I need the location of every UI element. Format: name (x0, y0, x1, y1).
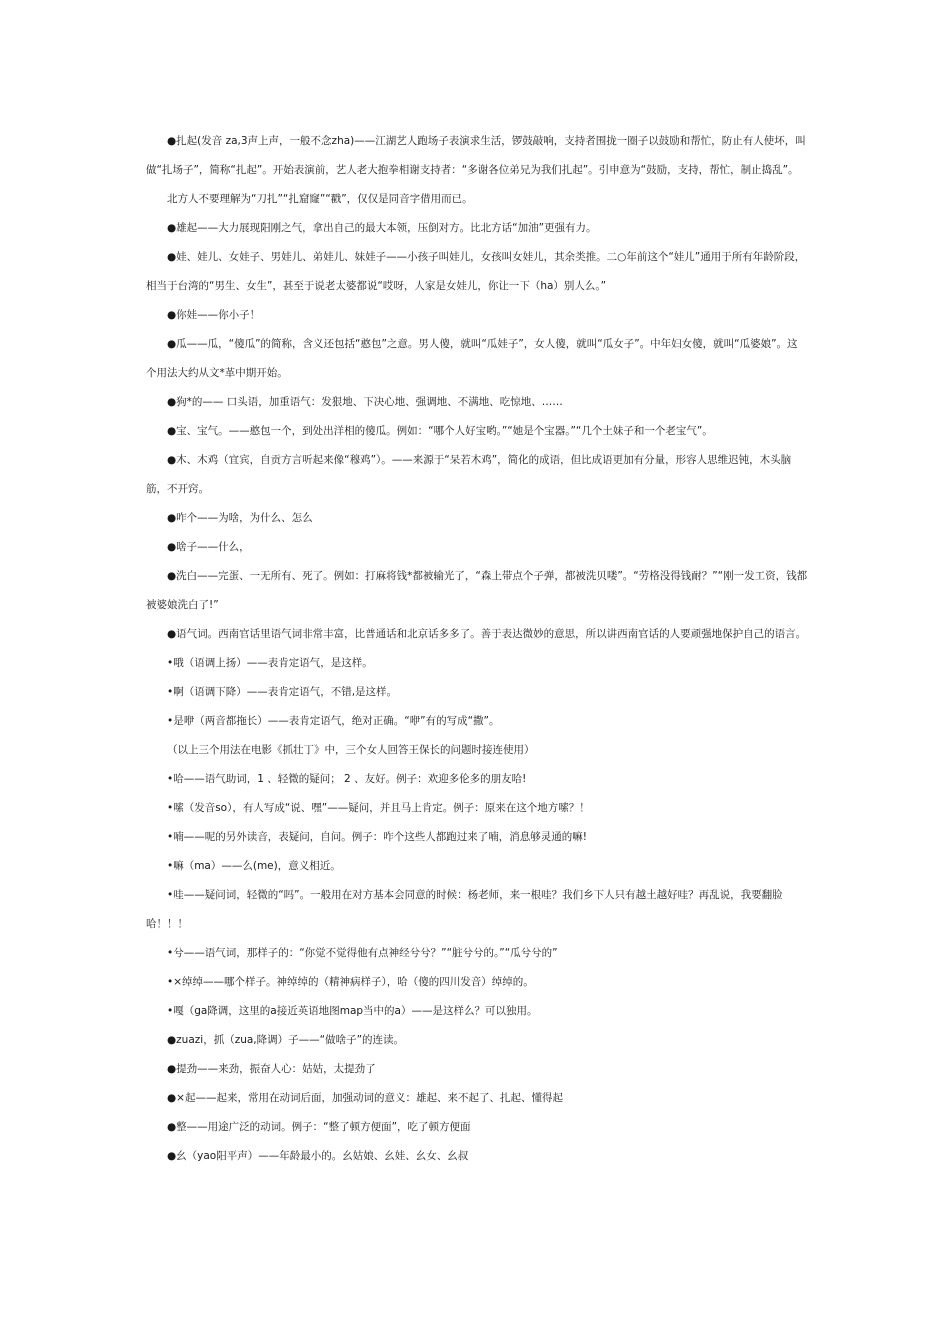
paragraph-tijin: ●提劲——来劲，振奋人心：姑姑，太提劲了 (167, 1063, 376, 1075)
paragraph-wa: ●娃、娃儿、女娃子、男娃儿、弟娃儿、妹娃子——小孩子叫娃儿，女孩叫女娃儿，其余类推。二○年前这个“娃儿”通用于所有年龄阶段，相当于台湾的“男生、女生”，甚至于说老太婆都说“哎呀，人家是女娃儿，你让一下（ha）别人么。” (146, 251, 806, 292)
paragraph-wa-question: •哇——疑问词，轻微的“吗”。一般用在对方基本会同意的时候：杨老师，来一根哇？我们乡下人只有越土越好哇？再乱说，我要翻脸哈！！！ (146, 889, 783, 930)
paragraph-yuqici: ●语气词。西南官话里语气词非常丰富，比普通话和北京话多多了。善于表达微妙的意思，所以讲西南官话的人要顽强地保护自己的语言。 (167, 628, 807, 640)
paragraph-zheng: ●整——用途广泛的动词。例子：“整了顿方便面”，吃了顿方便面 (167, 1121, 471, 1133)
paragraph-xiongqi: ●雄起——大力展现阳刚之气，拿出自己的最大本领，压倒对方。比北方话“加油”更强有力。 (167, 222, 597, 234)
paragraph-shazi: ●啥子——什么， (167, 541, 250, 553)
paragraph-gua: ●瓜——瓜，“傻瓜”的简称，含义还包括“憨包”之意。男人傻，就叫“瓜娃子”，女人傻，就叫“瓜女子”。中年妇女傻，就叫“瓜婆娘”。这个用法大约从文*革中期开始。 (146, 338, 798, 379)
paragraph-zhaqi: ●扎起(发音 za,3声上声，一般不念zha)——江湖艺人跑场子表演求生活，锣鼓敲响，支持者围拢一圈子以鼓励和帮忙，防止有人使坏，叫做“扎场子”，简称“扎起”。开始表演前，艺人老大抱拳相谢支持者：“多谢各位弟兄为我们扎起”。引申意为“鼓励，支持，帮忙，制止捣乱”。 (146, 135, 806, 176)
paragraph-a: •啊（语调下降）——表肯定语气，不错,是这样。 (167, 686, 398, 698)
paragraph-qi: ●×起——起来，常用在动词后面，加强动词的意义：雄起、来不起了、扎起、懂得起 (167, 1092, 563, 1104)
paragraph-zage: ●咋个——为啥，为什么、怎么 (167, 512, 313, 524)
document-body (146, 127, 808, 1171)
paragraph-xibai: ●洗白——完蛋、一无所有、死了。例如：打麻将钱*都被输光了，“森上带点个子弹，都被洗贝喽”。“劳格没得钱耐？”“刚一发工资，钱都被婆娘洗白了!” (146, 570, 808, 611)
paragraph-northern-note: 北方人不要理解为“刀扎”“扎窟窿”“戳”，仅仅是同音字借用而已。 (167, 193, 473, 205)
paragraph-goude: ●狗*的—— 口头语，加重语气：发狠地、下决心地、强调地、不满地、吃惊地、…… (167, 396, 563, 408)
paragraph-ma: •嘛（ma）——么(me)，意义相近。 (167, 860, 341, 872)
paragraph-xi: •兮——语气词，那样子的：“你觉不觉得他有点神经兮兮？”“脏兮兮的。”“瓜兮兮的” (167, 947, 558, 959)
paragraph-shisa: •是咿（两音都拖长）——表肯定语气，绝对正确。“咿”有的写成“撒”。 (167, 715, 500, 727)
paragraph-ha: •哈——语气助词，1 、轻微的疑问； 2 、友好。例子：欢迎多伦多的朋友哈! (167, 773, 527, 785)
paragraph-chuochuo: •×绰绰——哪个样子。神绰绰的（精神病样子），哈（傻的四川发音）绰绰的。 (167, 976, 534, 988)
paragraph-suo: •嗦（发音so），有人写成“说、嘿”——疑问，并且马上肯定。例子：原来在这个地方嗦？！ (167, 802, 590, 814)
paragraph-yao: ●幺（yao阳平声）——年龄最小的。幺姑娘、幺娃、幺女、幺叔 (167, 1150, 469, 1162)
paragraph-ga: •嘎（ga降调，这里的a接近英语地图map当中的a）——是这样么？可以独用。 (167, 1005, 538, 1017)
paragraph-film-note: （以上三个用法在电影《抓壮丁》中，三个女人回答王保长的问题时接连使用） (167, 744, 535, 756)
paragraph-zuazi: ●zuazi，抓（zua,降调）子——“做啥子”的连读。 (167, 1034, 405, 1046)
paragraph-nan: •喃——呢的另外读音，表疑问，自问。例子：咋个这些人都跑过来了喃，消息够灵通的嘛! (167, 831, 587, 843)
paragraph-bao: ●宝、宝气。——憨包一个，到处出洋相的傻瓜。例如：“哪个人好宝哟。”“她是个宝器。”“几个土妹子和一个老宝气”。 (167, 425, 713, 437)
paragraph-o: •哦（语调上扬）——表肯定语气，是这样。 (167, 657, 373, 669)
paragraph-niwa: ●你娃——你小子！ (167, 309, 261, 321)
paragraph-mu: ●木、木鸡（宜宾，自贡方言听起来像“穆鸡”）。——来源于“呆若木鸡”，简化的成语，但比成语更加有分量，形容人思维迟钝，木头脑筋，不开窍。 (146, 454, 792, 495)
